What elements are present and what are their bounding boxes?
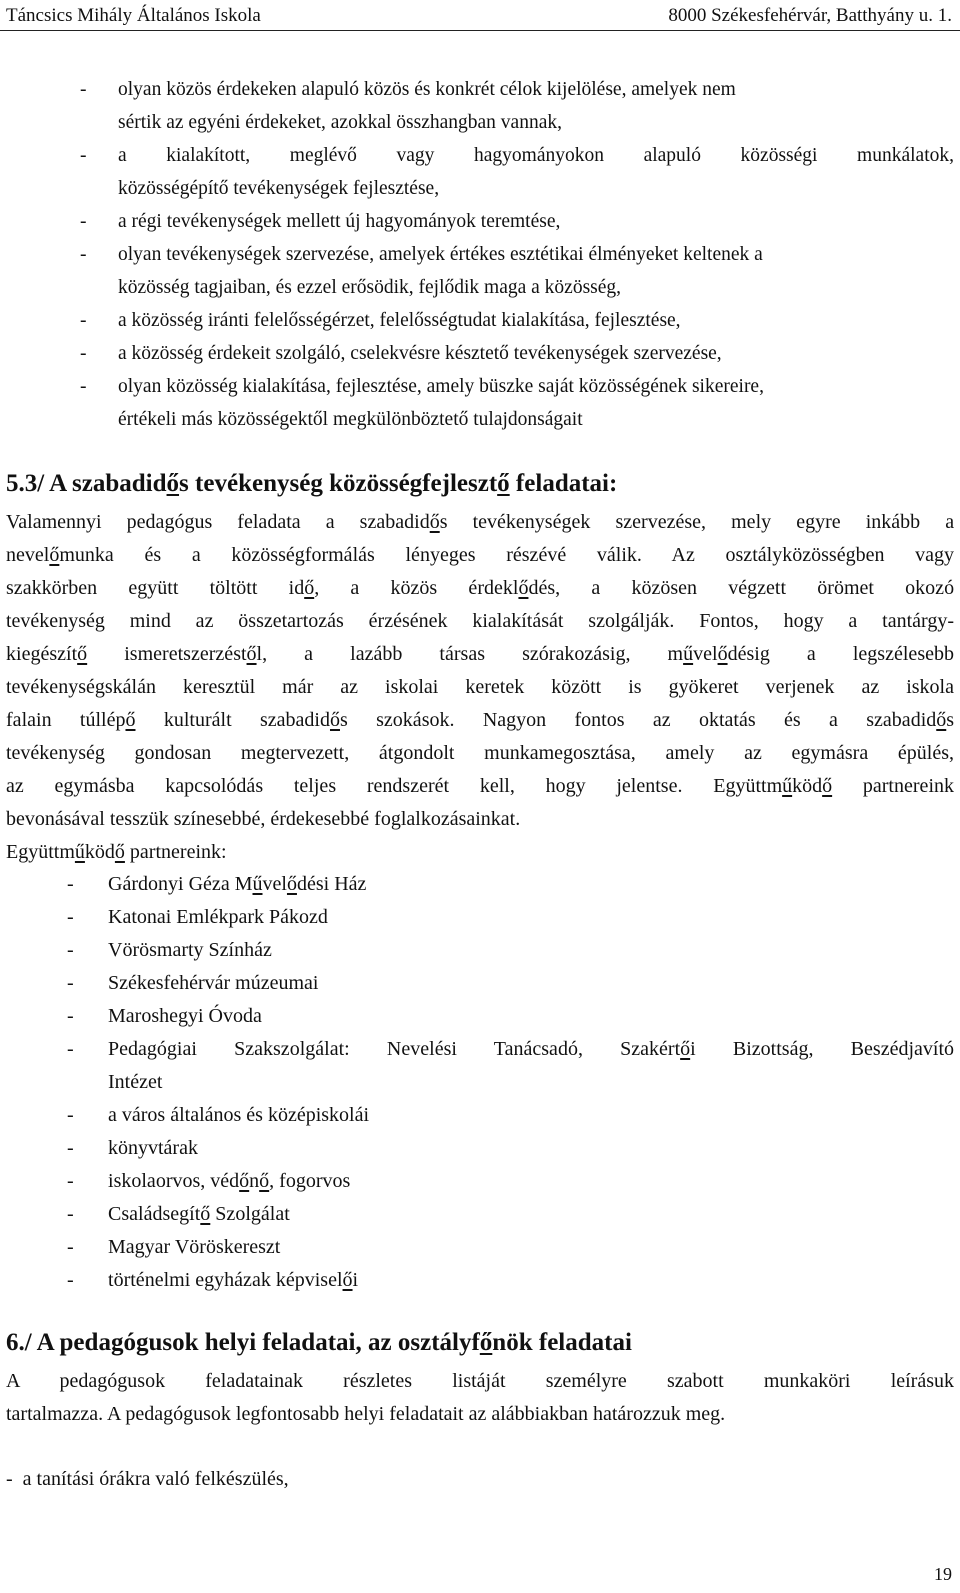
partner-item: Pedagógiai Szakszolgálat: Nevelési Tanácsadó, Szakértői Bizottság, Beszédjavító [108, 1038, 955, 1060]
list-item-continuation: közösség tagjaiban, és ezzel erősödik, fejlődik maga a közösség, [118, 277, 622, 298]
paragraph-line: tartalmazza. A pedagógusok legfontosabb helyi feladatait az alábbiakban határozzuk meg. [6, 1403, 726, 1425]
paragraph-line: falain túllépő kulturált szabadidős szokások. Nagyon fontos az oktatás és a szabadidős [6, 709, 955, 731]
list-dash: - [67, 972, 74, 994]
paragraph-line: szakkörben együtt töltött idő, a közös érdeklődés, a közösen végzett örömet okozó [6, 577, 955, 599]
list-dash: - [67, 1170, 74, 1192]
list-item: a régi tevékenységek mellett új hagyományok teremtése, [118, 211, 561, 232]
list-dash: - [67, 1005, 74, 1027]
page-number: 19 [934, 1564, 952, 1584]
partner-item: Vörösmarty Színház [108, 939, 272, 961]
list-item: a közösség iránti felelősségérzet, felelősségtudat kialakítása, fejlesztése, [118, 310, 681, 331]
paragraph-line: tevékenység mind az összetartozás érzésének kialakítását szolgálják. Fontos, hogy a tantárgy- [6, 610, 954, 632]
list-dash: - [67, 906, 74, 928]
list-dash: - [80, 79, 87, 100]
paragraph-line: tevékenység gondosan megtervezett, átgondolt munkamegosztása, amely az egymásra épülés, [6, 742, 954, 764]
list-dash: - [67, 1236, 74, 1258]
list-dash: - [67, 1269, 74, 1291]
list-item: - a tanítási órákra való felkészülés, [6, 1468, 289, 1490]
paragraph-line: A pedagógusok feladatainak részletes listáját személyre szabott munkaköri leírásuk [6, 1370, 954, 1392]
header-school-name: Táncsics Mihály Általános Iskola [6, 5, 261, 26]
partners-title: Együttműködő partnereink: [6, 841, 227, 863]
section-heading-5-3: 5.3/ A szabadidős tevékenység közösségfejlesztő feladatai: [6, 470, 618, 497]
header-address: 8000 Székesfehérvár, Batthyány u. 1. [668, 5, 952, 26]
list-dash: - [67, 1038, 74, 1060]
list-item: olyan közösség kialakítása, fejlesztése, amely büszke saját közösségének sikereire, [118, 376, 764, 397]
partner-item: történelmi egyházak képviselői [108, 1269, 359, 1291]
list-item: olyan közös érdekeken alapuló közös és konkrét célok kijelölése, amelyek nem [118, 79, 736, 100]
list-item-continuation: sértik az egyéni érdekeket, azokkal összhangban vannak, [118, 112, 562, 133]
partner-item: Maroshegyi Óvoda [108, 1005, 262, 1027]
page-header [0, 2, 960, 31]
partner-item: a város általános és középiskolái [108, 1104, 370, 1126]
partner-item: Katonai Emlékpark Pákozd [108, 906, 328, 928]
partner-item: Székesfehérvár múzeumai [108, 972, 319, 994]
section-heading-6: 6./ A pedagógusok helyi feladatai, az osztályfőnök feladatai [6, 1329, 632, 1356]
paragraph-line: bevonásával tesszük színesebbé, érdekesebbé foglalkozásainkat. [6, 808, 521, 830]
list-dash: - [67, 1104, 74, 1126]
list-item: olyan tevékenységek szervezése, amelyek értékes esztétikai élményeket keltenek a [118, 244, 763, 265]
list-dash: - [80, 145, 87, 166]
partner-item: könyvtárak [108, 1137, 198, 1159]
list-dash: - [67, 1137, 74, 1159]
paragraph-line: tevékenységskálán keresztül már az iskolai keretek között is gyökeret verjenek az iskola [6, 676, 954, 698]
list-dash: - [80, 376, 87, 397]
list-item: a közösség érdekeit szolgáló, cselekvésre késztető tevékenységek szervezése, [118, 343, 722, 364]
partner-item-continuation: Intézet [108, 1071, 163, 1093]
list-dash: - [67, 1203, 74, 1225]
list-item-continuation: értékeli más közösségektől megkülönböztető tulajdonságait [118, 409, 583, 430]
list-item-continuation: közösségépítő tevékenységek fejlesztése, [118, 178, 440, 199]
paragraph-line: Valamennyi pedagógus feladata a szabadidős tevékenységek szervezése, mely egyre inkább a [6, 511, 955, 533]
list-dash: - [80, 244, 87, 265]
partner-item: iskolaorvos, védőnő, fogorvos [108, 1170, 351, 1192]
paragraph-line: az egymásba kapcsolódás teljes rendszerét kell, hogy jelentse. Együttműködő partnereink [6, 775, 954, 797]
list-dash: - [80, 211, 87, 232]
paragraph-line: nevelőmunka és a közösségformálás lényeges részévé válik. Az osztályközösségben vagy [6, 544, 955, 566]
partner-item: Családsegítő Szolgálat [108, 1203, 290, 1225]
partner-item: Gárdonyi Géza Művelődési Ház [108, 873, 367, 895]
list-dash: - [67, 873, 74, 895]
list-item: a kialakított, meglévő vagy hagyományokon alapuló közösségi munkálatok, [118, 145, 954, 166]
list-dash: - [80, 343, 87, 364]
paragraph-line: kiegészítő ismeretszerzéstől, a lazább társas szórakozásig, művelődésig a legszélesebb [6, 643, 954, 665]
partner-item: Magyar Vöröskereszt [108, 1236, 281, 1258]
list-dash: - [67, 939, 74, 961]
list-dash: - [80, 310, 87, 331]
